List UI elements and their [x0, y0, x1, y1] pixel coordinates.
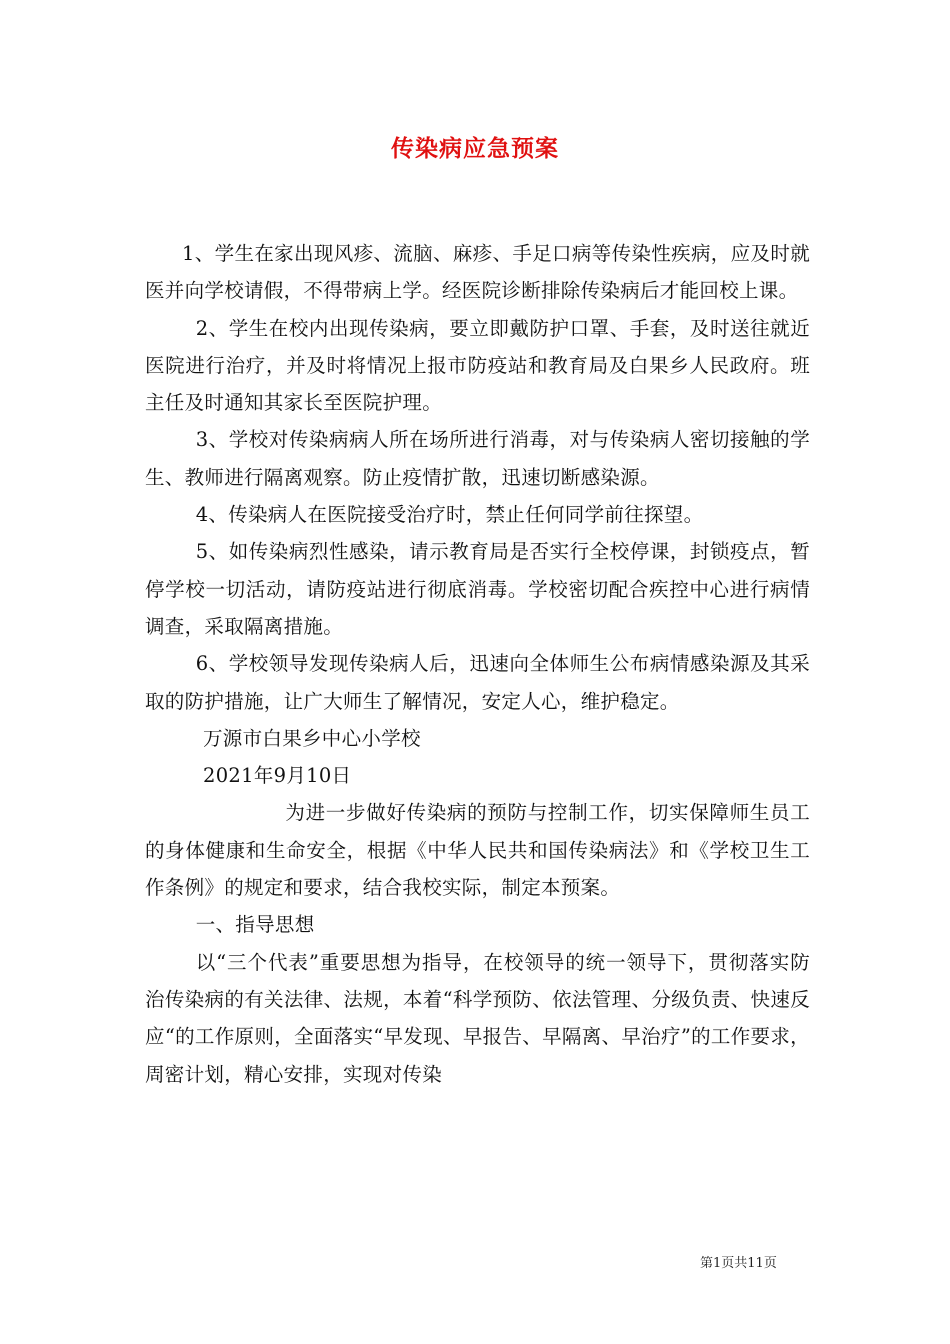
paragraph-4: 4、传染病人在医院接受治疗时，禁止任何同学前往探望。 — [195, 503, 704, 527]
section-heading: 一、指导思想 — [195, 913, 315, 937]
paragraph-3: 3、学校对传染病病人所在场所进行消毒，对与传染病人密切接触的学生、教师进行隔离观察。防止疫情扩散，迅速切断感染源。 — [145, 428, 810, 489]
document-title: 传染病应急预案 — [391, 135, 559, 162]
signature-date: 2021年9月10日 — [203, 764, 352, 788]
paragraph-1: 1、学生在家出现风疹、流脑、麻疹、手足口病等传染性疾病，应及时就医并向学校请假，不得带病上学。经医院诊断排除传染病后才能回校上课。 — [145, 242, 810, 303]
paragraph-6: 6、学校领导发现传染病人后，迅速向全体师生公布病情感染源及其采取的防护措施，让广大师生了解情况，安定人心，维护稳定。 — [145, 652, 810, 713]
paragraph-2: 2、学生在校内出现传染病，要立即戴防护口罩、手套，及时送往就近医院进行治疗，并及时将情况上报市防疫站和教育局及白果乡人民政府。班主任及时通知其家长至医院护理。 — [145, 316, 810, 415]
section-paragraph: 以“三个代表”重要思想为指导，在校领导的统一领导下，贯彻落实防治传染病的有关法律、法规，本着“科学预防、依法管理、分级负责、快速反应“的工作原则，全面落实“早发现、早报告、早隔离、早治疗”的工作要求，周密计划，精心安排，实现对传染 — [145, 950, 810, 1086]
signature-organization: 万源市白果乡中心小学校 — [203, 726, 421, 750]
document-body — [145, 235, 810, 1093]
paragraph-5: 5、如传染病烈性感染，请示教育局是否实行全校停课，封锁疫点，暂停学校一切活动，请防疫站进行彻底消毒。学校密切配合疾控中心进行病情调查，采取隔离措施。 — [145, 540, 810, 638]
page-number-footer: 第1页共11页 — [700, 1256, 777, 1271]
intro-paragraph: 为进一步做好传染病的预防与控制工作，切实保障师生员工的身体健康和生命安全，根据《中华人民共和国传染病法》和《学校卫生工作条例》的规定和要求，结合我校实际，制定本预案。 — [145, 801, 810, 900]
